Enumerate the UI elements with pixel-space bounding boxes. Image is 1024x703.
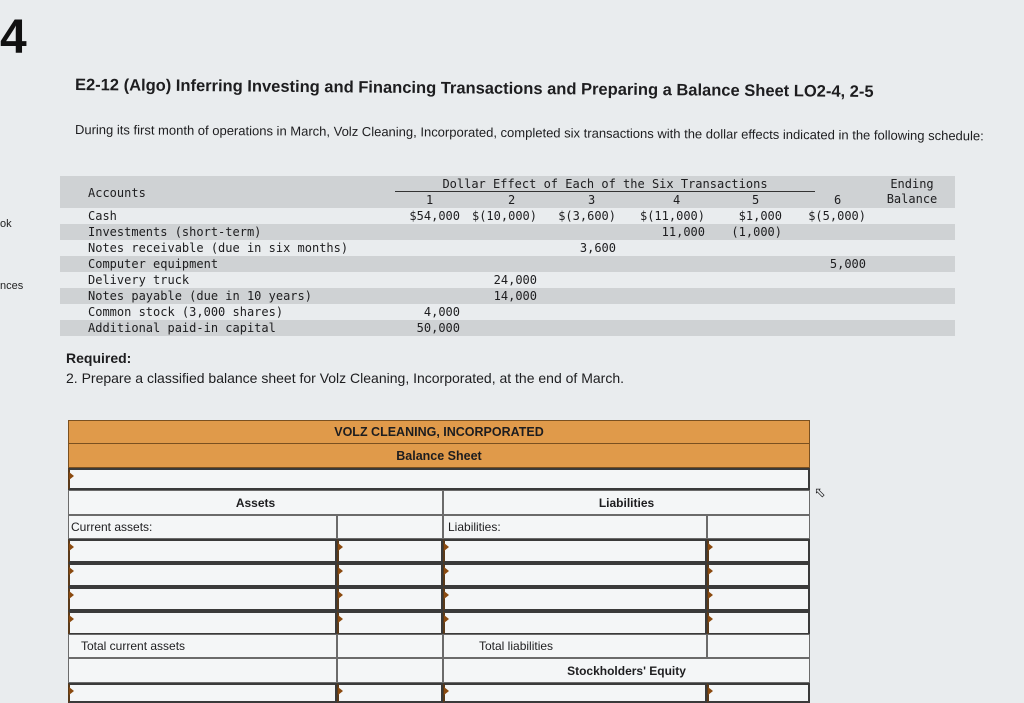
account-name: Investments (short-term)	[88, 225, 262, 239]
accounts-header: Accounts	[88, 186, 146, 200]
company-name: VOLZ CLEANING, INCORPORATED	[68, 420, 810, 444]
liability-amount-input[interactable]	[707, 611, 810, 635]
required-section	[66, 348, 624, 388]
balance-sheet-form	[68, 420, 810, 695]
sidebar-label-ok[interactable]: ok	[0, 218, 12, 230]
transactions-group-header: Dollar Effect of Each of the Six Transactions	[395, 177, 815, 192]
asset-name-input[interactable]	[68, 587, 337, 611]
blank-cell	[337, 658, 443, 683]
transaction-value: 24,000	[493, 273, 537, 287]
ending-header-1: Ending	[890, 177, 934, 191]
schedule-row	[60, 305, 955, 321]
account-name: Notes receivable (due in six months)	[88, 241, 349, 255]
schedule-row	[60, 241, 955, 257]
liability-amount-input[interactable]	[707, 539, 810, 563]
blank-cell	[707, 515, 810, 539]
liability-amount-input[interactable]	[707, 563, 810, 587]
asset-name-input[interactable]	[68, 563, 337, 587]
liability-name-input[interactable]	[443, 539, 707, 563]
liabilities-label: Liabilities:	[443, 515, 707, 539]
statement-title: Balance Sheet	[68, 443, 810, 468]
col-header-2: 2	[508, 193, 516, 207]
liability-name-input[interactable]	[443, 563, 707, 587]
liability-amount-input[interactable]	[707, 587, 810, 611]
col-header-4: 4	[673, 193, 681, 207]
col-header-3: 3	[588, 193, 596, 207]
asset-name-input[interactable]	[68, 539, 337, 563]
asset-amount-input[interactable]	[337, 683, 443, 703]
transaction-value: 14,000	[493, 289, 537, 303]
schedule-row	[60, 225, 955, 241]
col-header-6: 6	[834, 193, 842, 207]
liabilities-heading: Liabilities	[443, 490, 810, 515]
date-input[interactable]	[68, 468, 810, 490]
transaction-value: 50,000	[416, 321, 460, 335]
transaction-value: 4,000	[423, 305, 460, 319]
asset-amount-input[interactable]	[337, 563, 443, 587]
transaction-value: 11,000	[661, 225, 705, 239]
current-assets-label: Current assets:	[68, 515, 337, 539]
total-liabilities-label: Total liabilities	[443, 634, 707, 658]
transaction-value: $(5,000)	[808, 209, 866, 223]
schedule-row	[60, 273, 955, 289]
equity-amount-input[interactable]	[707, 683, 810, 703]
asset-name-input[interactable]	[68, 611, 337, 635]
schedule-row	[60, 289, 955, 305]
asset-amount-input[interactable]	[337, 587, 443, 611]
schedule-row	[60, 209, 955, 225]
sidebar-label-nces[interactable]: nces	[0, 280, 24, 292]
transaction-value: $(3,600)	[558, 209, 616, 223]
account-name: Notes payable (due in 10 years)	[88, 289, 312, 303]
total-current-assets-amount	[337, 634, 443, 658]
transaction-value: 3,600	[579, 241, 616, 255]
problem-intro: During its first month of operations in March, Volz Cleaning, Incorporated, completed six transactions with the dollar effects indicated in the following schedule:	[74, 122, 984, 144]
stockholders-equity-heading: Stockholders' Equity	[443, 658, 810, 683]
required-heading: Required:	[66, 350, 132, 366]
total-current-assets-label: Total current assets	[68, 634, 337, 658]
col-header-5: 5	[752, 193, 760, 207]
problem-title: E2-12 (Algo) Inferring Investing and Financing Transactions and Preparing a Balance Sheet LO2-4, 2-5	[74, 76, 874, 101]
required-text: 2. Prepare a classified balance sheet for Volz Cleaning, Incorporated, at the end of March.	[66, 370, 624, 386]
col-header-1: 1	[426, 193, 434, 207]
equity-name-input[interactable]	[443, 683, 707, 703]
blank-cell	[337, 515, 443, 539]
account-name: Cash	[88, 209, 117, 223]
ending-header-2: Balance	[886, 192, 938, 206]
liability-name-input[interactable]	[443, 611, 707, 635]
liability-name-input[interactable]	[443, 587, 707, 611]
blank-cell	[68, 658, 337, 683]
transaction-value: $(10,000)	[471, 209, 537, 223]
assets-heading: Assets	[68, 490, 443, 515]
account-name: Additional paid-in capital	[88, 321, 276, 335]
transaction-schedule	[60, 176, 955, 340]
schedule-row	[60, 321, 955, 337]
transaction-value: (1,000)	[731, 225, 782, 239]
transaction-value: $1,000	[738, 209, 782, 223]
schedule-row	[60, 257, 955, 273]
account-name: Common stock (3,000 shares)	[88, 305, 284, 319]
transaction-value: 5,000	[829, 257, 866, 271]
total-liabilities-amount	[707, 634, 810, 658]
mouse-cursor-icon: ⬁	[814, 484, 826, 500]
asset-amount-input[interactable]	[337, 611, 443, 635]
account-name: Delivery truck	[88, 273, 190, 287]
transaction-value: $(11,000)	[639, 209, 705, 223]
transaction-value: $54,000	[409, 209, 460, 223]
asset-name-input[interactable]	[68, 683, 337, 703]
account-name: Computer equipment	[88, 257, 219, 271]
question-number: 4	[0, 11, 27, 64]
asset-amount-input[interactable]	[337, 539, 443, 563]
